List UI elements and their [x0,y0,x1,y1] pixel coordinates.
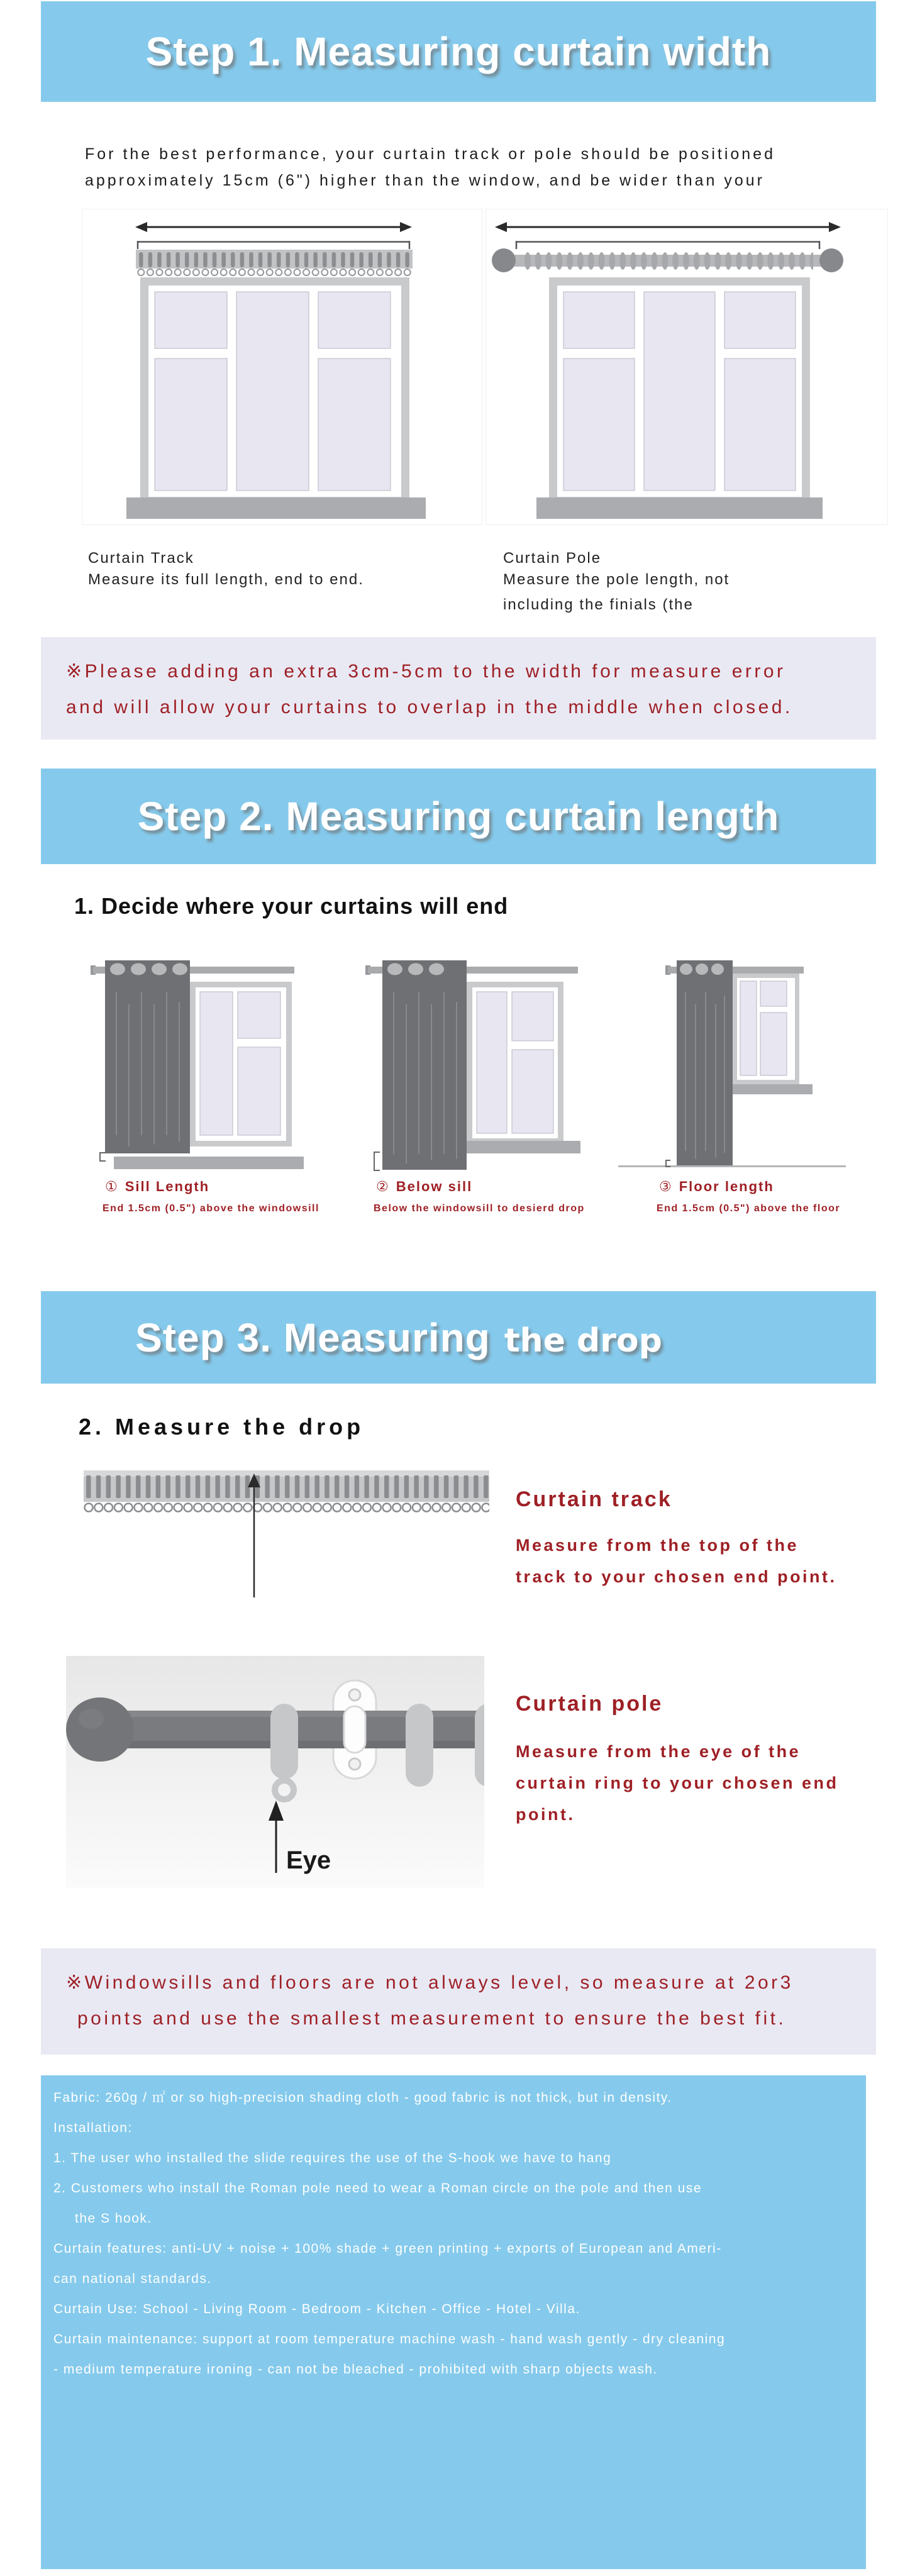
step2-heading: 1. Decide where your curtains will end [74,893,509,919]
info-installation: Installation: [53,2121,133,2135]
floor-length-caption [659,1179,774,1195]
step2-banner [41,769,876,864]
floor-length-illustration [616,947,868,1185]
pole-drop-illustration [66,1656,484,1889]
info-maintenance: Curtain maintenance: support at room temperature machine wash - hand wash gently - dry cleaning [53,2332,726,2346]
pole-drop-title: Curtain pole [516,1692,663,1716]
width-note-line2: and will allow your curtains to overlap in the middle when closed. [66,697,793,718]
floor-length-title: Floor length [679,1179,774,1194]
info-maintenance-2: - medium temperature ironing - can not be bleached - prohibited with sharp objects wash. [53,2362,658,2377]
info-features: Curtain features: anti-UV + noise + 100% shade + green printing + exports of European and Ameri- [53,2241,722,2256]
level-note-line2: points and use the smallest measurement to ensure the best fit. [77,2008,787,2029]
product-info [41,2075,866,2569]
info-fabric: Fabric: 260g / ㎡ or so high-precision shading cloth - good fabric is not thick, but in density. [53,2090,672,2105]
info-install-2: 2. Customers who install the Roman pole need to wear a Roman circle on the pole and then use [53,2181,702,2196]
pole-drop-line1: Measure from the eye of the [516,1742,801,1761]
sill-length-illustration [82,947,314,1179]
below-sill-desc: Below the windowsill to desierd drop [374,1203,585,1214]
below-sill-illustration [352,947,591,1185]
floor-length-number: ③ [659,1179,673,1194]
step1-intro-line1: For the best performance, your curtain track or pole should be positioned [85,145,775,163]
pole-drop-body [516,1736,839,1830]
sill-length-desc: End 1.5cm (0.5") above the windowsill [103,1203,319,1214]
below-sill-number: ② [376,1179,390,1194]
pole-drop-line3: point. [516,1805,575,1824]
step3-banner-title: Step 3. Measuring [135,1314,491,1360]
info-install-1: 1. The user who installed the slide requires the use of the S-hook we have to hang [53,2151,612,2165]
level-note-line1: ※Windowsills and floors are not always level, so measure at 2or3 [66,1972,794,1993]
track-drop-line2: track to your chosen end point. [516,1567,837,1586]
below-sill-title: Below sill [396,1179,473,1194]
step1-intro-line2: approximately 15cm (6") higher than the window, and be wider than your [85,172,765,189]
track-drop-line1: Measure from the top of the [516,1536,799,1555]
pole-caption [503,550,730,618]
level-note [41,1948,876,2055]
track-caption-title: Curtain Track [88,550,194,567]
step3-heading: 2. Measure the drop [79,1414,365,1440]
eye-label: Eye [286,1846,331,1874]
step1-banner [41,1,876,102]
step3-banner [41,1291,876,1384]
step1-banner-title: Step 1. Measuring curtain width [145,29,772,74]
info-features-2: can national standards. [53,2272,212,2286]
track-drop-title: Curtain track [516,1487,672,1511]
track-caption-body: Measure its full length, end to end. [88,571,364,588]
pole-caption-line1: Measure the pole length, not [503,571,730,588]
pole-caption-line2: including the finials (the [503,596,694,613]
width-note [41,637,876,740]
pole-caption-title: Curtain Pole [503,550,602,567]
info-install-2b: the S hook. [75,2211,152,2226]
curtain-track-window-illustration [82,209,482,524]
sill-length-number: ① [105,1179,119,1194]
track-drop-illustration [79,1468,500,1604]
below-sill-caption [376,1179,472,1195]
track-drop-body [516,1530,837,1592]
sill-length-caption [105,1179,209,1195]
step1-intro [85,141,775,194]
curtain-pole-window-illustration [486,209,887,524]
sill-length-title: Sill Length [125,1179,210,1194]
info-use: Curtain Use: School - Living Room - Bedroom - Kitchen - Office - Hotel - Villa. [53,2302,580,2316]
track-caption [88,550,364,592]
step2-banner-title: Step 2. Measuring curtain length [137,794,780,839]
curtain-track-diagram [82,209,482,525]
pole-drop-line2: curtain ring to your chosen end [516,1774,839,1792]
step3-banner-subtitle: the drop [504,1321,662,1360]
width-note-line1: ※Please adding an extra 3cm-5cm to the width for measure error [66,661,786,682]
floor-length-desc: End 1.5cm (0.5") above the floor [657,1203,841,1214]
curtain-pole-diagram [486,209,888,525]
